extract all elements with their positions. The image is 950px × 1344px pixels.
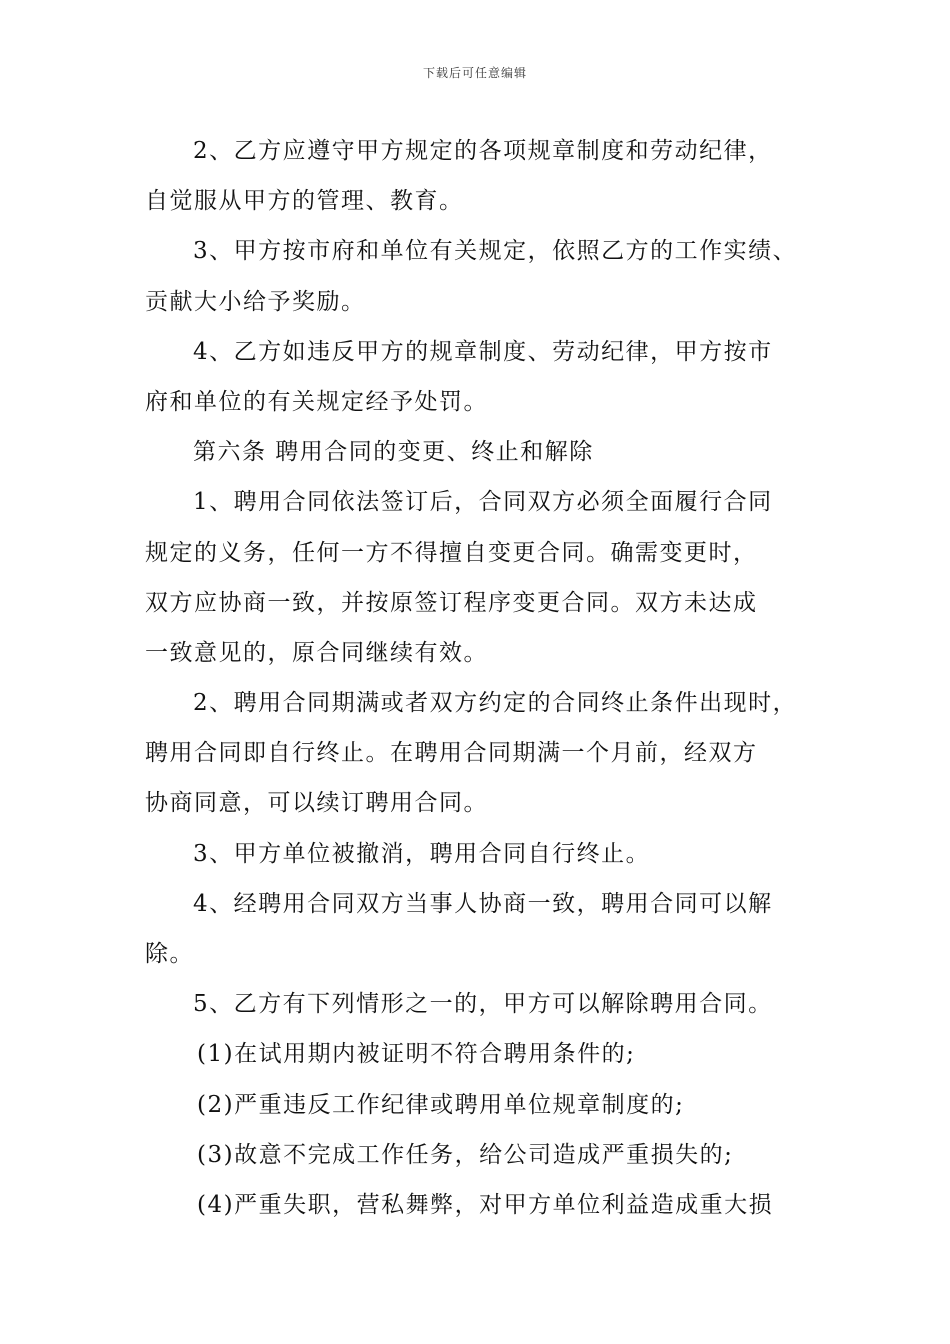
list-item: (3)故意不完成工作任务，给公司造成严重损失的; bbox=[197, 1141, 734, 1168]
contract-body bbox=[145, 126, 815, 1230]
section-heading: 第六条 聘用合同的变更、终止和解除 bbox=[193, 439, 594, 466]
list-item: (2)严重违反工作纪律或聘用单位规章制度的; bbox=[197, 1091, 685, 1118]
paragraph-line: 双方应协商一致，并按原签订程序变更合同。双方未达成 bbox=[145, 589, 758, 616]
paragraph-line: 3、甲方单位被撤消，聘用合同自行终止。 bbox=[193, 840, 651, 867]
paragraph-line: 协商同意，可以续订聘用合同。 bbox=[145, 790, 488, 817]
paragraph-line: 4、经聘用合同双方当事人协商一致，聘用合同可以解 bbox=[193, 890, 773, 917]
paragraph-line: 自觉服从甲方的管理、教育。 bbox=[145, 188, 464, 215]
paragraph-line: 1、聘用合同依法签订后，合同双方必须全面履行合同 bbox=[193, 489, 773, 516]
list-item: (1)在试用期内被证明不符合聘用条件的; bbox=[197, 1041, 636, 1068]
paragraph-line: 规定的义务，任何一方不得擅自变更合同。确需变更时， bbox=[145, 539, 758, 566]
paragraph-line: 2、聘用合同期满或者双方约定的合同终止条件出现时， bbox=[193, 690, 798, 717]
paragraph-line: 一致意见的，原合同继续有效。 bbox=[145, 639, 488, 666]
paragraph-line: 除。 bbox=[145, 941, 194, 967]
paragraph-line: 5、乙方有下列情形之一的，甲方可以解除聘用合同。 bbox=[193, 991, 773, 1018]
paragraph-line: 3、甲方按市府和单位有关规定，依照乙方的工作实绩、 bbox=[193, 238, 798, 265]
paragraph-line: 4、乙方如违反甲方的规章制度、劳动纪律，甲方按市 bbox=[193, 338, 773, 365]
paragraph-line: 聘用合同即自行终止。在聘用合同期满一个月前，经双方 bbox=[145, 740, 758, 767]
list-item: (4)严重失职，营私舞弊，对甲方单位利益造成重大损 bbox=[197, 1191, 774, 1218]
paragraph-line: 贡献大小给予奖励。 bbox=[145, 288, 366, 315]
paragraph-line: 府和单位的有关规定经予处罚。 bbox=[145, 388, 488, 415]
header-note: 下载后可任意编辑 bbox=[422, 66, 527, 80]
paragraph-line: 2、乙方应遵守甲方规定的各项规章制度和劳动纪律， bbox=[193, 138, 773, 164]
